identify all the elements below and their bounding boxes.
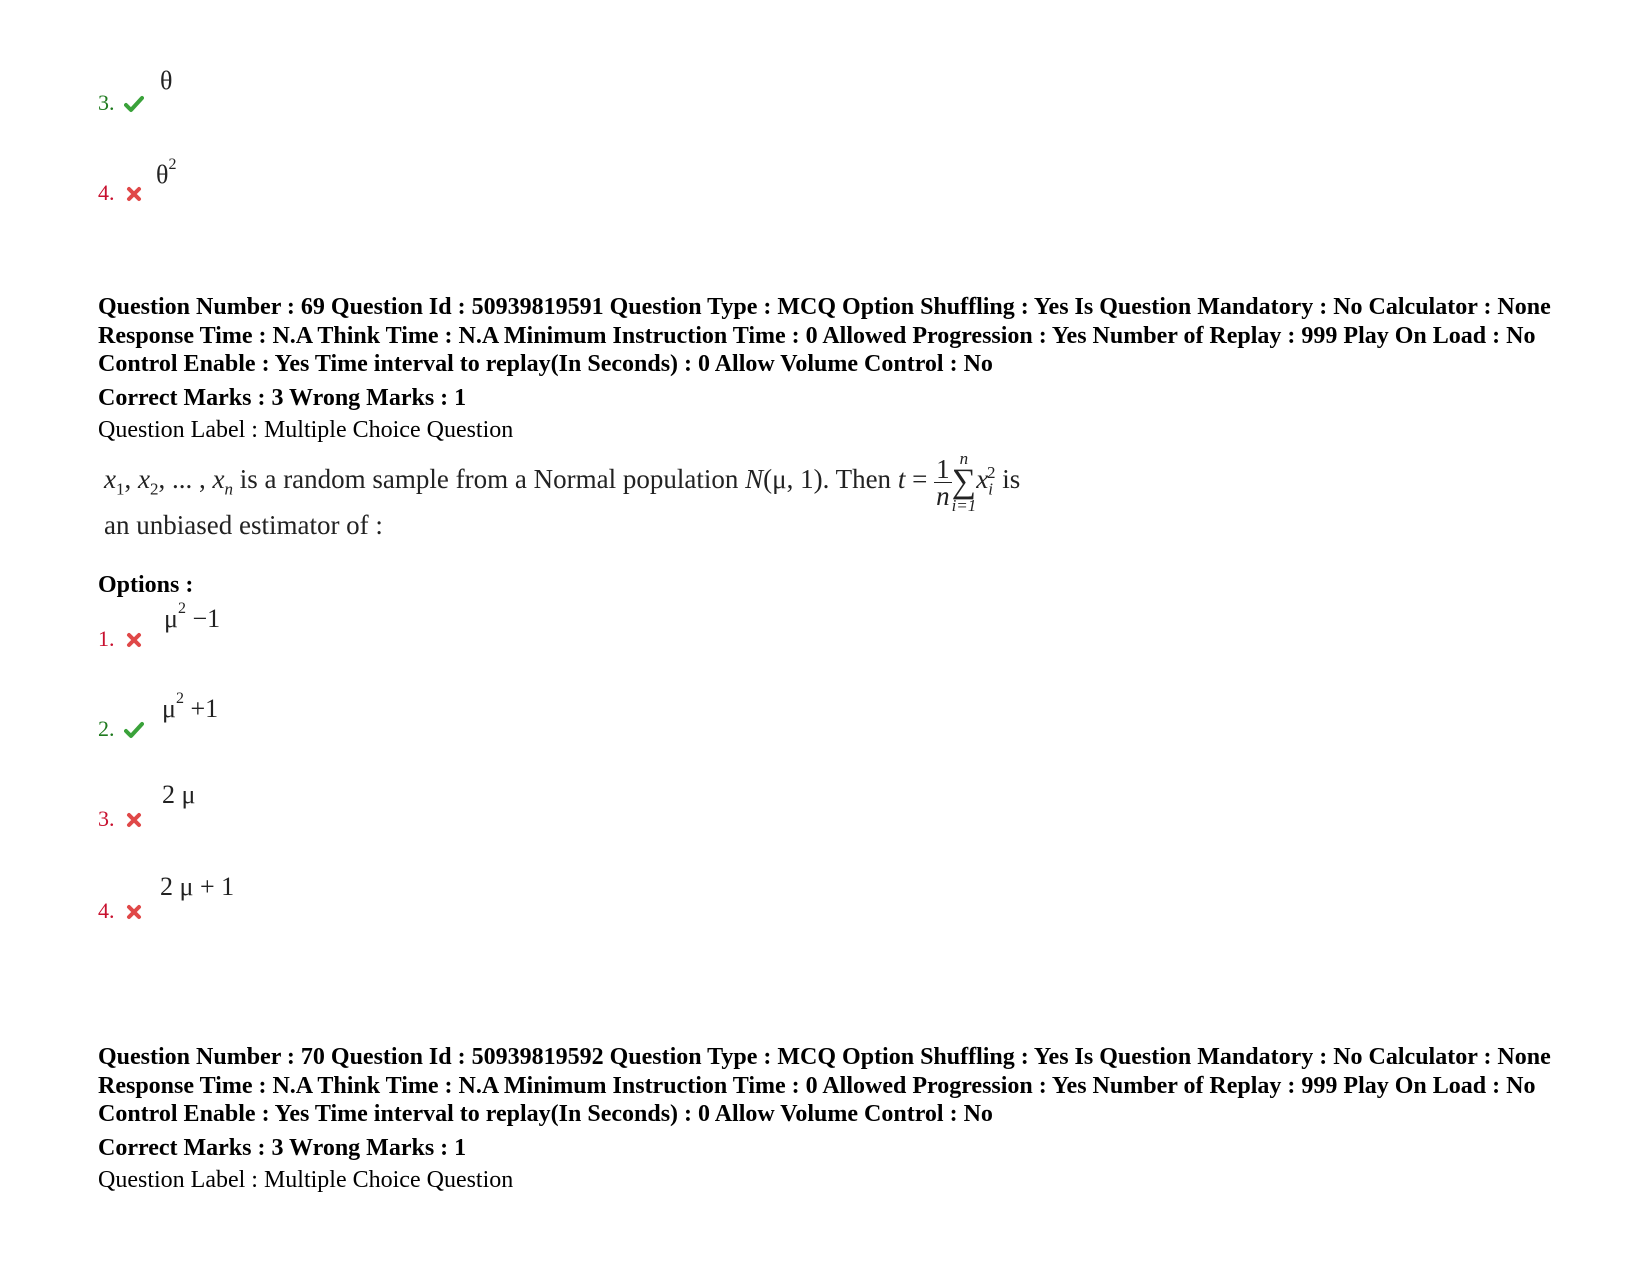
question-label: Question Label : Multiple Choice Question bbox=[98, 1167, 514, 1193]
option-number: 4. bbox=[98, 180, 115, 205]
options-heading: Options : bbox=[98, 572, 194, 598]
option-content: $\mu^2 -1$ bbox=[164, 600, 221, 633]
summation: n ∑ i=1 bbox=[951, 449, 977, 515]
question-label: Question Label : Multiple Choice Question bbox=[98, 417, 514, 443]
option-content: θ bbox=[160, 66, 173, 95]
question-marks: Correct Marks : 3 Wrong Marks : 1 bbox=[98, 385, 467, 411]
question-meta: Question Number : 70 Question Id : 50939819592 Question Type : MCQ Option Shuffling : Yes Is Question Mandatory : No Calculator : None Response Time : N.A Think Time : N.A Minimum Instruction Time : 0 Allowed Progression : Yes Number of Replay : 999 Play On Load : No Control Enable : Yes Time interval to replay(In Seconds) : 0 Allow Volume Control : No bbox=[98, 1044, 1551, 1127]
option-number: 1. bbox=[98, 626, 115, 651]
question-marks: Correct Marks : 3 Wrong Marks : 1 bbox=[98, 1135, 467, 1161]
option-number: 4. bbox=[98, 898, 115, 923]
question-text-line1: $x_1$, $x_2$, ... , $x_n$ is a random sample from a Normal population N(μ, 1). Then t = $\frac{1}{n}$ n ∑ i=1 $x_i^2$ is bbox=[104, 449, 1021, 515]
check-icon bbox=[124, 720, 144, 740]
option-number: 3. bbox=[98, 90, 115, 115]
fraction: $\frac{1}{n}$ bbox=[936, 453, 950, 511]
cross-icon bbox=[124, 810, 144, 830]
cross-icon bbox=[124, 630, 144, 650]
question-text-line2: an unbiased estimator of : bbox=[104, 510, 383, 540]
option-content: $\theta^2$ bbox=[156, 156, 177, 189]
option-content: 2 μ + 1 bbox=[160, 872, 235, 901]
option-content: $\mu^2 +1$ bbox=[162, 690, 219, 723]
option-content: 2 μ bbox=[162, 780, 196, 809]
cross-icon bbox=[124, 902, 144, 922]
check-icon bbox=[124, 94, 144, 114]
cross-icon bbox=[124, 184, 144, 204]
option-number: 3. bbox=[98, 806, 115, 831]
question-meta: Question Number : 69 Question Id : 50939819591 Question Type : MCQ Option Shuffling : Yes Is Question Mandatory : No Calculator : None Response Time : N.A Think Time : N.A Minimum Instruction Time : 0 Allowed Progression : Yes Number of Replay : 999 Play On Load : No Control Enable : Yes Time interval to replay(In Seconds) : 0 Allow Volume Control : No bbox=[98, 294, 1551, 377]
option-number: 2. bbox=[98, 716, 115, 741]
